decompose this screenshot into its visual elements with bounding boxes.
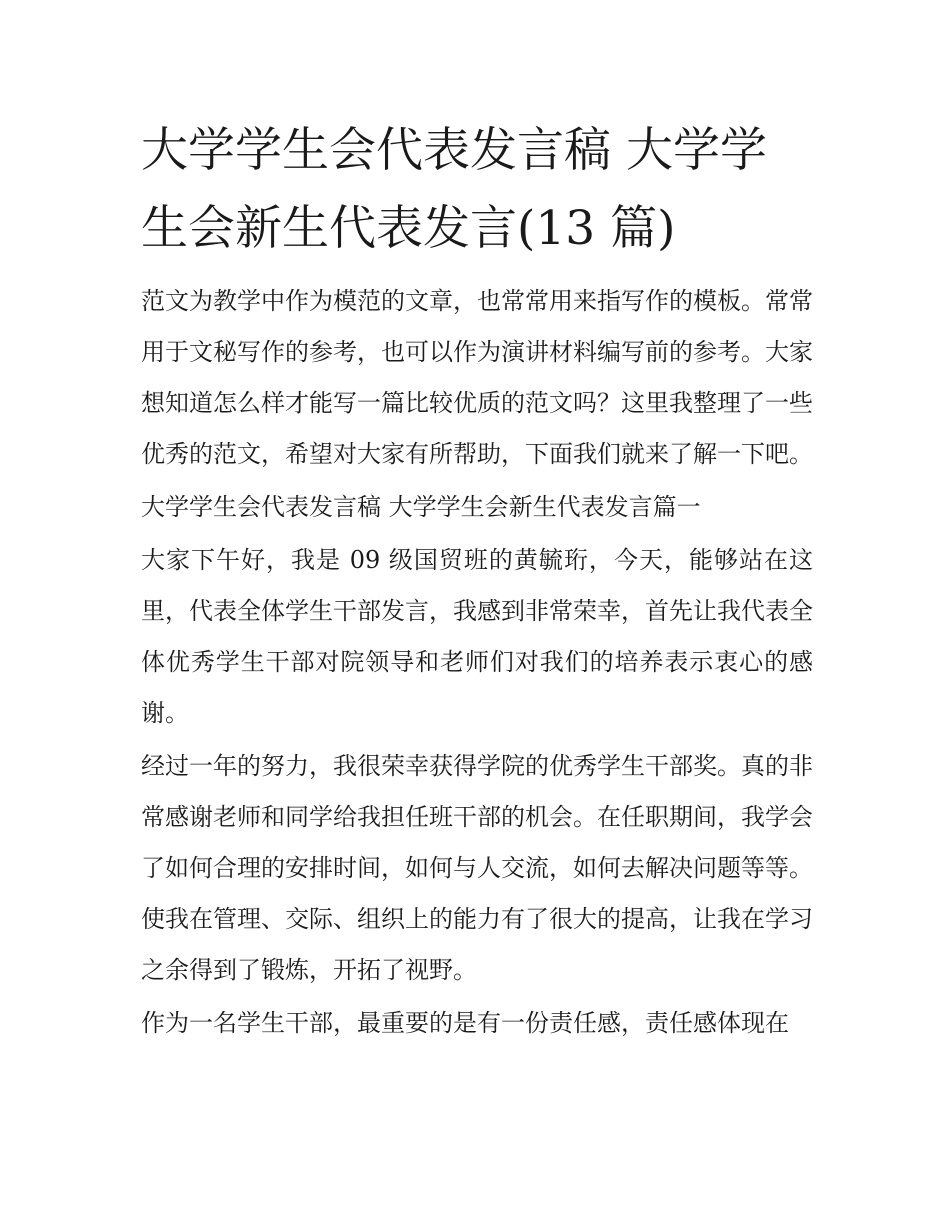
body-paragraph-2: 经过一年的努力，我很荣幸获得学院的优秀学生干部奖。真的非常感谢老师和同学给我担任班干部的机会。在任职期间，我学会了如何合理的安排时间，如何与人交流，如何去解决问题等等。使我在管理、交际、组织上的能力有了很大的提高，让我在学习之余得到了锻炼，开拓了视野。: [141, 752, 813, 984]
intro-paragraph: 范文为教学中作为模范的文章，也常常用来指写作的模板。常常用于文秘写作的参考，也可以作为演讲材料编写前的参考。大家想知道怎么样才能写一篇比较优质的范文吗？这里我整理了一些优秀的范文，希望对大家有所帮助，下面我们就来了解一下吧。: [141, 287, 813, 468]
section-heading: 大学学生会代表发言稿 大学学生会新生代表发言篇一: [141, 493, 701, 521]
document-page: [141, 112, 813, 1051]
body-paragraph-3: 作为一名学生干部，最重要的是有一份责任感，责任感体现在: [141, 1009, 789, 1037]
document-title: 大学学生会代表发言稿 大学学生会新生代表发言(13 篇): [141, 123, 767, 256]
body-paragraph-1: 大家下午好，我是 09 级国贸班的黄毓珩，今天，能够站在这里，代表全体学生干部发言，我感到非常荣幸，首先让我代表全体优秀学生干部对院领导和老师们对我们的培养表示衷心的感谢。: [141, 546, 813, 727]
